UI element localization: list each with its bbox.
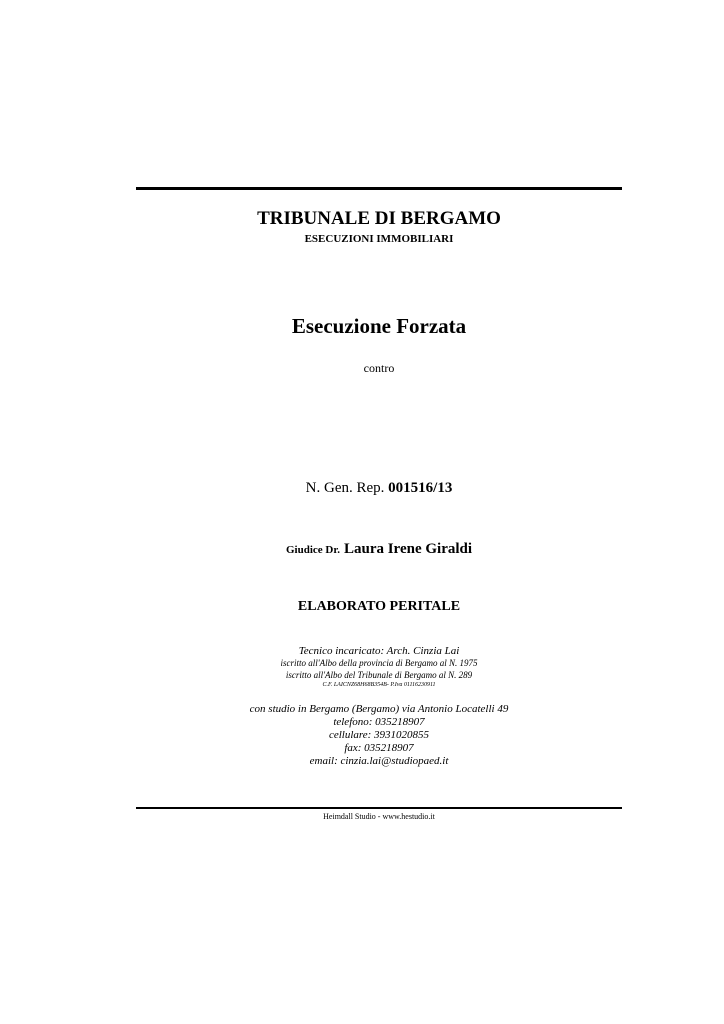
judge [136, 538, 622, 561]
technician-assigned: Tecnico incaricato: Arch. Cinzia Lai [298, 645, 460, 657]
technician-tax-ids: C.F. LAICNZ68H68B354B- P.Iva 01116230911 [322, 682, 436, 688]
court-section: ESECUZIONI IMMOBILIARI [304, 233, 454, 245]
document-title: Esecuzione Forzata [291, 314, 467, 338]
technician-register-province: iscritto all'Albo della provincia di Bergamo al N. 1975 [280, 658, 478, 668]
court-name: TRIBUNALE DI BERGAMO [257, 208, 501, 229]
contact-email: email: cinzia.lai@studiopaed.it [309, 755, 449, 767]
top-divider [136, 187, 622, 190]
technician-register-court: iscritto all'Albo del Tribunale di Bergamo al N. 289 [285, 670, 473, 680]
judge-label: Giudice Dr. [285, 544, 340, 556]
contact-fax: fax: 035218907 [344, 742, 414, 754]
judge-name: Laura Irene Giraldi [343, 541, 473, 557]
contact-mobile: cellulare: 3931020855 [328, 729, 430, 741]
against-label: contro [363, 361, 395, 375]
bottom-divider [136, 807, 622, 809]
report-title: ELABORATO PERITALE [297, 599, 461, 614]
case-number [136, 478, 622, 498]
contact-phone: telefono: 035218907 [333, 716, 425, 728]
contact-studio-address: con studio in Bergamo (Bergamo) via Antonio Locatelli 49 [249, 703, 509, 715]
case-number-value: 001516/13 [388, 480, 453, 496]
footer-credit: Heimdall Studio - www.hestudio.it [323, 812, 435, 821]
case-number-label: N. Gen. Rep. [305, 480, 385, 496]
